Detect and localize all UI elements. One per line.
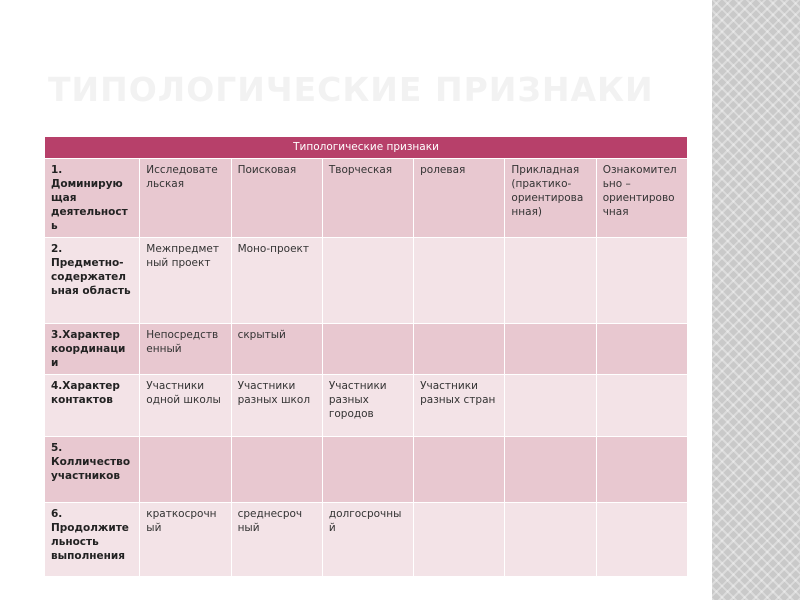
table-header: Типологические признаки — [45, 137, 688, 159]
table-cell: Участники разных городов — [322, 375, 413, 437]
row-label: 5. Колличество участников — [45, 437, 140, 503]
table-cell: краткосрочн ый — [140, 503, 231, 577]
table-cell — [505, 324, 596, 375]
row-label: 6. Продолжите льность выполнения — [45, 503, 140, 577]
table-cell: скрытый — [231, 324, 322, 375]
table-row — [45, 375, 688, 437]
table-cell: Участники разных школ — [231, 375, 322, 437]
table-cell: Участники разных стран — [414, 375, 505, 437]
table-cell: долгосрочны й — [322, 503, 413, 577]
table-row — [45, 503, 688, 577]
row-label: 1. Доминирую щая деятельност ь — [45, 159, 140, 238]
typology-table — [44, 136, 688, 577]
table-cell — [322, 324, 413, 375]
table-cell — [414, 437, 505, 503]
table-cell: Непосредств енный — [140, 324, 231, 375]
table-cell — [505, 238, 596, 324]
table-cell — [322, 437, 413, 503]
table-cell — [140, 437, 231, 503]
row-label: 2. Предметно-содержател ьная область — [45, 238, 140, 324]
table-cell — [596, 375, 687, 437]
table-cell: Участники одной школы — [140, 375, 231, 437]
table-cell — [231, 437, 322, 503]
table-row — [45, 238, 688, 324]
table-cell: Исследовате льская — [140, 159, 231, 238]
table-cell: Творческая — [322, 159, 413, 238]
table-cell — [414, 324, 505, 375]
table-cell: Поисковая — [231, 159, 322, 238]
table-cell: Прикладная (практико-ориентирова нная) — [505, 159, 596, 238]
table-row — [45, 437, 688, 503]
table-cell — [596, 503, 687, 577]
table-cell: среднесроч ный — [231, 503, 322, 577]
table-cell — [596, 437, 687, 503]
table-cell — [505, 503, 596, 577]
table-cell: Межпредмет ный проект — [140, 238, 231, 324]
table-row — [45, 159, 688, 238]
row-label: 4.Характер контактов — [45, 375, 140, 437]
table-cell — [505, 375, 596, 437]
table-cell: Моно-проект — [231, 238, 322, 324]
table-row — [45, 324, 688, 375]
table-cell — [505, 437, 596, 503]
table-cell: Ознакомител ьно – ориентирово чная — [596, 159, 687, 238]
table-cell — [414, 238, 505, 324]
slide-title: ТИПОЛОГИЧЕСКИЕ ПРИЗНАКИ — [48, 70, 654, 109]
table-cell — [322, 238, 413, 324]
table-cell — [596, 238, 687, 324]
decorative-side-pattern — [712, 0, 800, 600]
table-cell — [414, 503, 505, 577]
table-cell — [596, 324, 687, 375]
row-label: 3.Характер координаци и — [45, 324, 140, 375]
table-cell: ролевая — [414, 159, 505, 238]
